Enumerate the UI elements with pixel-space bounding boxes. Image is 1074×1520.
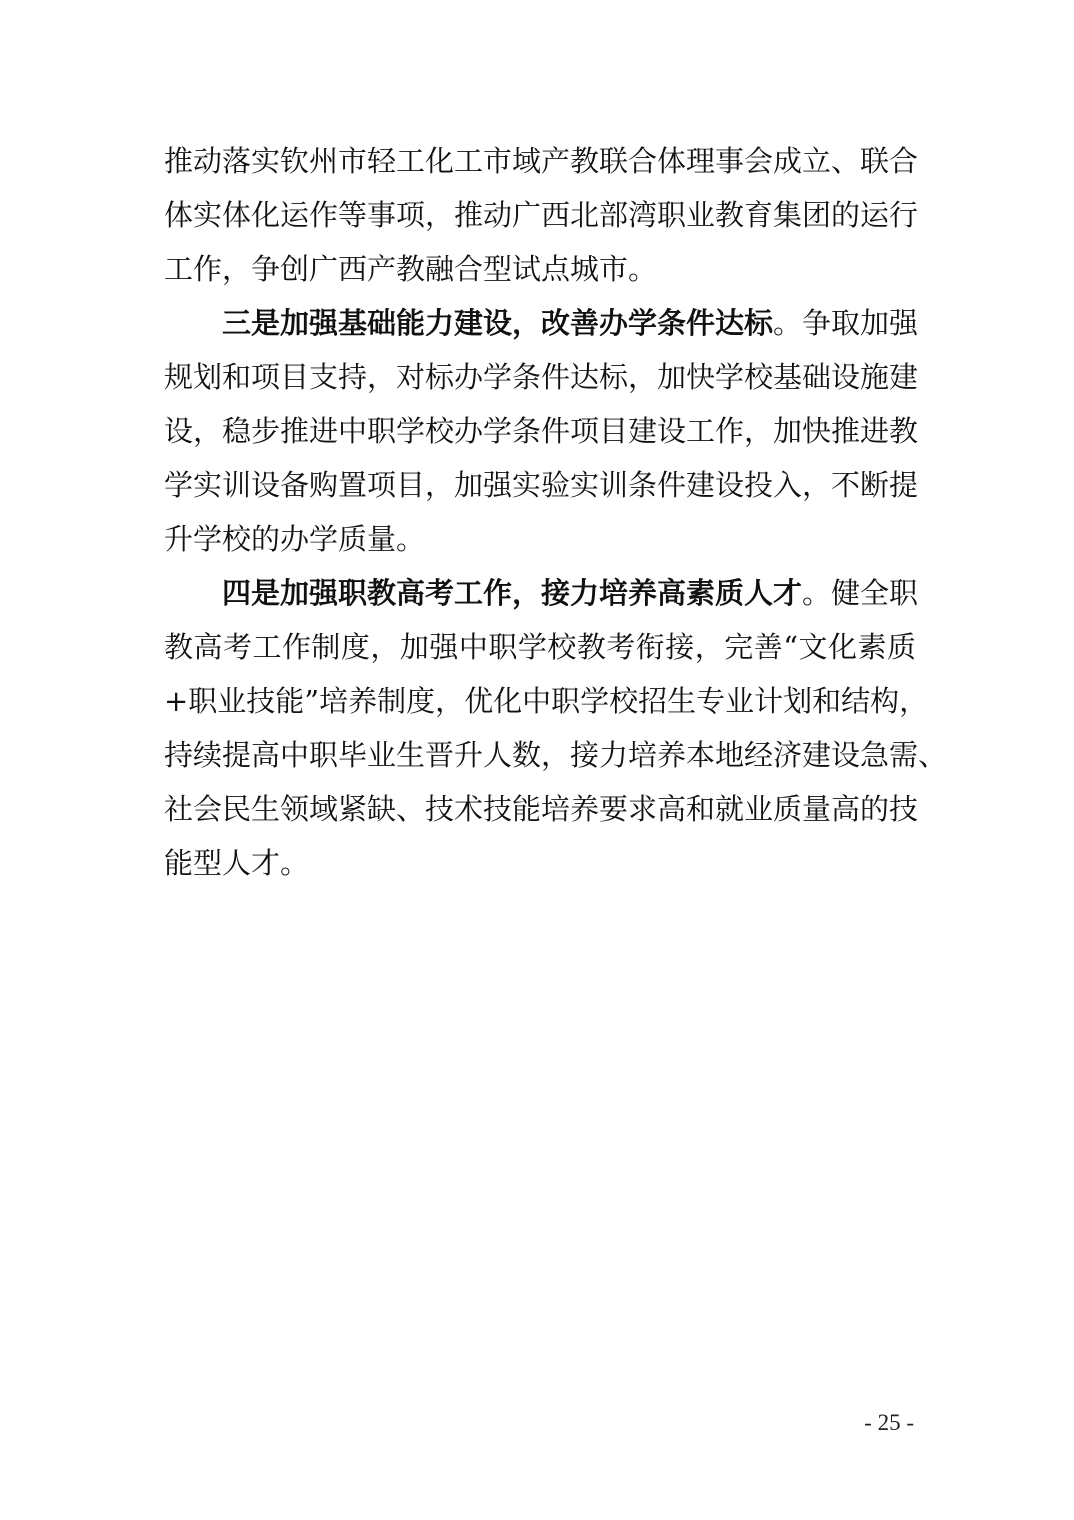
paragraph-3: [164, 566, 948, 890]
page-number: - 25 -: [864, 1410, 914, 1435]
text-line: 能型人才。: [164, 846, 310, 880]
text-line: 体实体化运作等事项，推动广西北部湾职业教育集团的运行: [164, 198, 919, 232]
text-line: [164, 566, 919, 620]
text-line: 规划和项目支持，对标办学条件达标，加快学校基础设施建: [164, 360, 919, 394]
body-text: [164, 134, 948, 890]
paragraph-1: [164, 134, 919, 296]
text-line: 升学校的办学质量。: [164, 522, 426, 556]
text-line: +职业技能”培养制度，优化中职学校招生专业计划和结构，: [164, 684, 929, 718]
text-line: 社会民生领域紧缺、技术技能培养要求高和就业质量高的技: [164, 792, 919, 826]
text-run: 。健全职: [802, 576, 919, 610]
text-line: 工作，争创广西产教融合型试点城市。: [164, 252, 658, 286]
text-run: 。争取加强: [773, 306, 919, 340]
text-line: 推动落实钦州市轻工化工市域产教联合体理事会成立、联合: [164, 144, 919, 178]
section-heading: 三是加强基础能力建设，改善办学条件达标: [222, 306, 774, 340]
text-line: [164, 296, 919, 350]
paragraph-2: [164, 296, 919, 566]
section-heading: 四是加强职教高考工作，接力培养高素质人才: [222, 576, 803, 610]
text-line: 设，稳步推进中职学校办学条件项目建设工作，加快推进教: [164, 414, 919, 448]
text-line: 持续提高中职毕业生晋升人数，接力培养本地经济建设急需、: [164, 738, 948, 772]
text-line: 学实训设备购置项目，加强实验实训条件建设投入，不断提: [164, 468, 919, 502]
text-line: 教高考工作制度，加强中职学校教考衔接，完善“文化素质: [164, 630, 916, 664]
